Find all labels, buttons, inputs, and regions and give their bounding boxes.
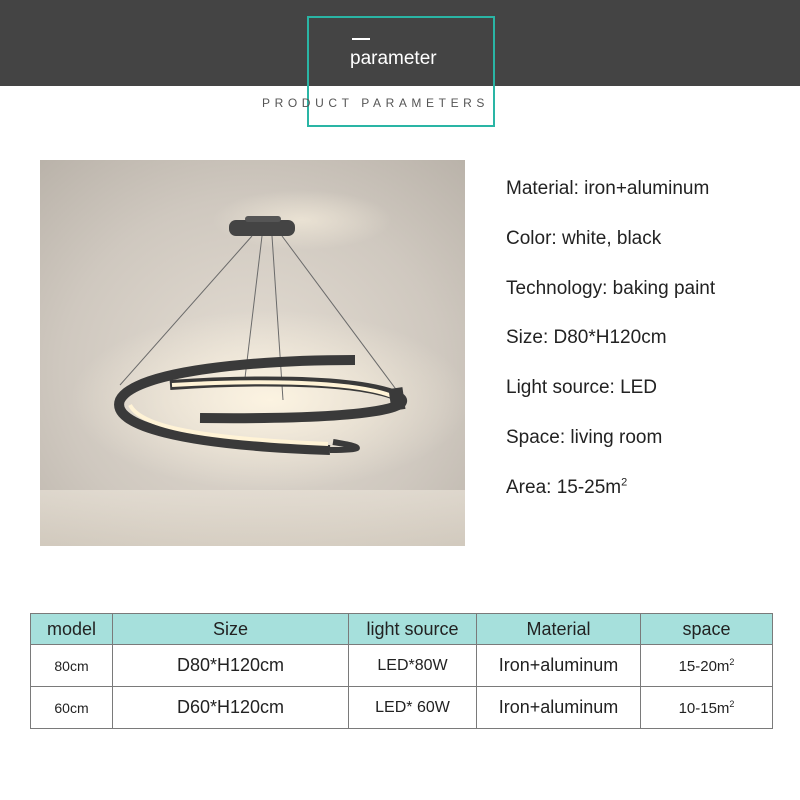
cell-light-source: LED* 60W (349, 687, 477, 729)
spec-technology: Technology: baking paint (506, 277, 716, 299)
cell-material: Iron+aluminum (477, 645, 641, 687)
spec-list (506, 176, 715, 525)
header-size: Size (113, 614, 349, 645)
table-row (31, 687, 773, 729)
product-photo (40, 160, 465, 546)
spec-material: Material: iron+aluminum (506, 178, 710, 199)
table-header-row (31, 614, 773, 645)
parameter-table (30, 613, 773, 729)
cell-size: D80*H120cm (113, 645, 349, 687)
spec-light-source: Light source: LED (506, 377, 658, 399)
spec-color: Color: white, black (506, 227, 662, 249)
cell-material: Iron+aluminum (477, 687, 641, 729)
cell-space: $15-20m^2$ (641, 645, 773, 687)
header-model: model (31, 614, 113, 645)
cell-space: $10-15m^2$ (641, 687, 773, 729)
header-light-source: light source (349, 614, 477, 645)
header-title: parameter (350, 48, 437, 69)
spec-space: Space: living room (506, 426, 663, 448)
header-frame (307, 16, 495, 127)
spec-size: Size: D80*H120cm (506, 327, 667, 349)
cell-light-source: LED*80W (349, 645, 477, 687)
table-row (31, 645, 773, 687)
header-dash (352, 38, 370, 40)
header-material: Material (477, 614, 641, 645)
header-space: space (641, 614, 773, 645)
cell-size: D60*H120cm (113, 687, 349, 729)
cell-model: 60cm (31, 687, 113, 729)
cell-model: 80cm (31, 645, 113, 687)
spec-area: Area: $15-25m^2$ (506, 476, 628, 498)
header-subtitle: PRODUCT PARAMETERS (262, 96, 490, 110)
